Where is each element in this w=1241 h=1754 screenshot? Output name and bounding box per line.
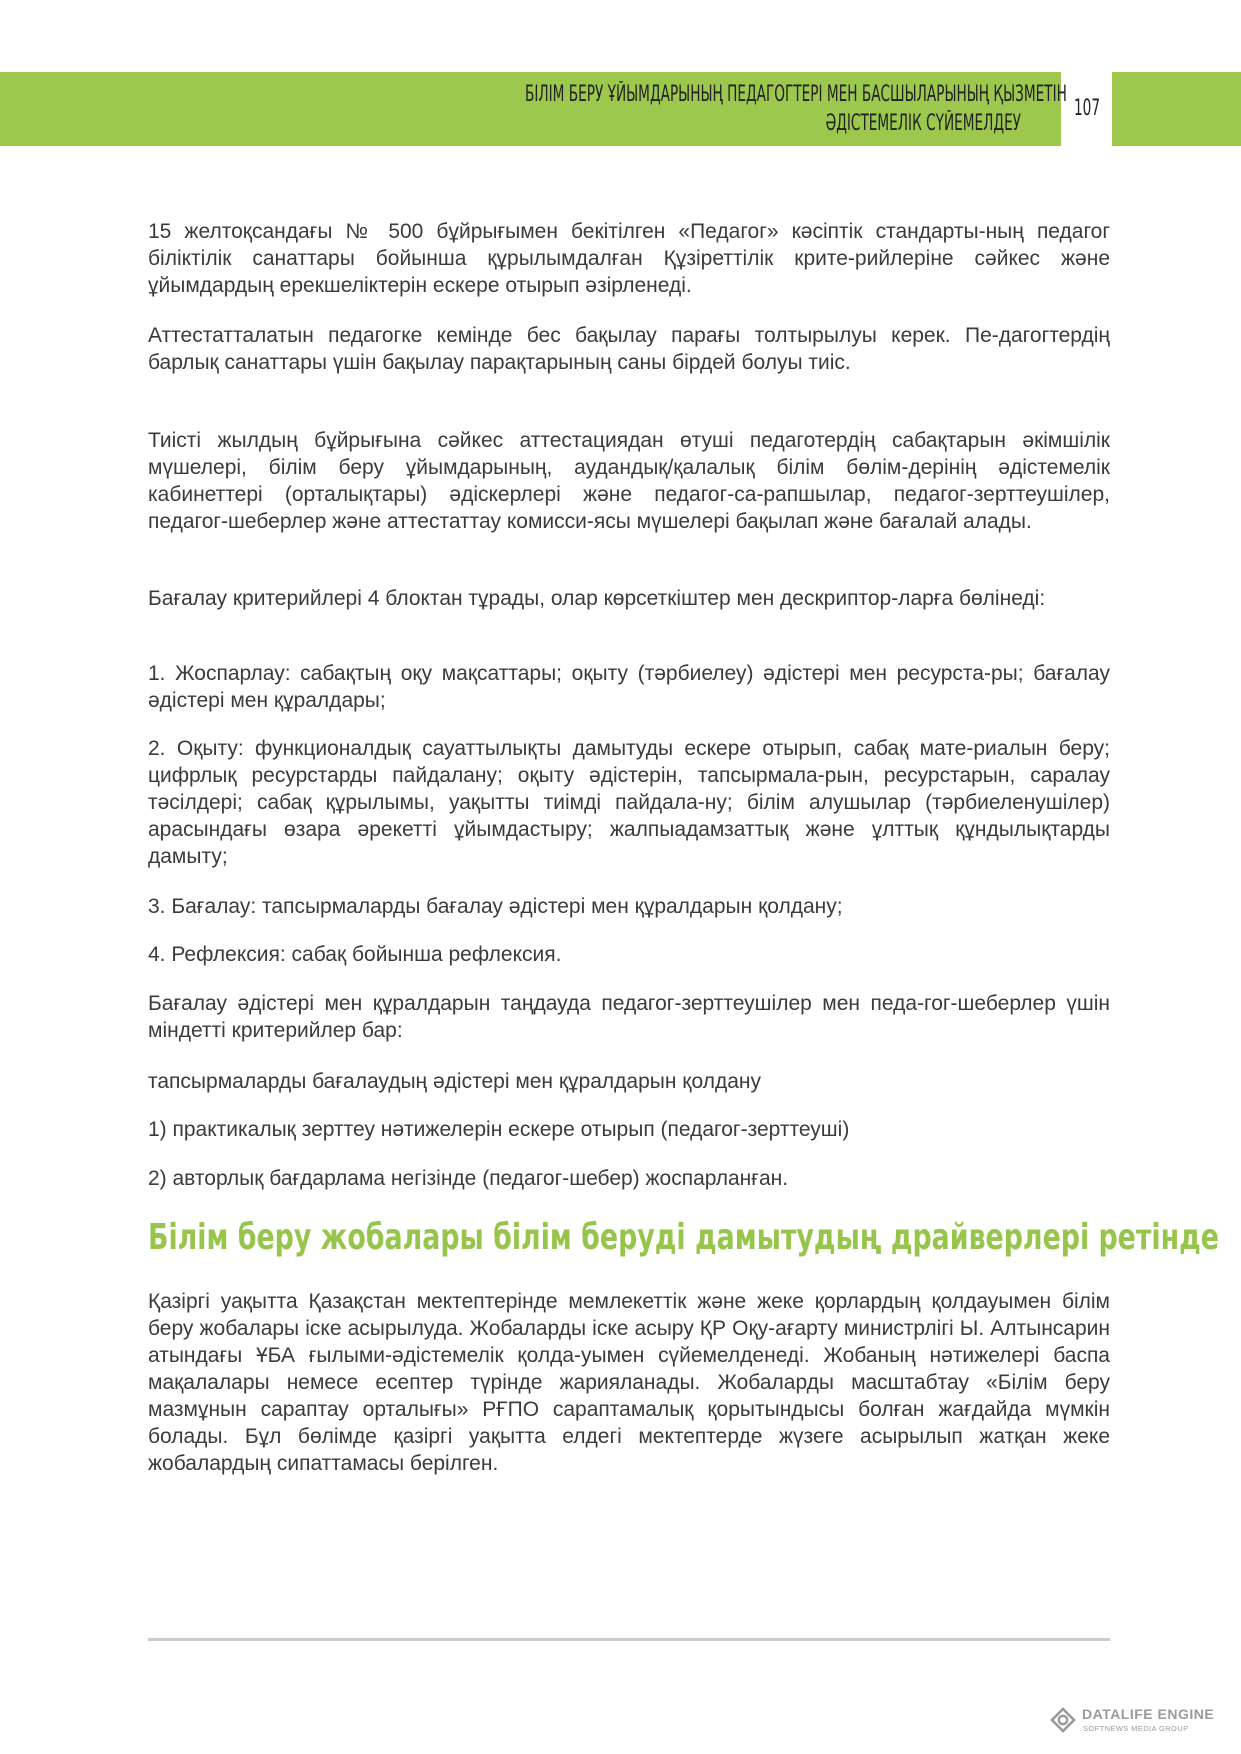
watermark <box>1050 1703 1240 1739</box>
watermark-subtitle: SOFTNEWS MEDIA GROUP <box>1083 1724 1189 1733</box>
datalife-logo-icon <box>1050 1707 1076 1733</box>
list-item-researcher: 1) практикалық зерттеу нәтижелерін ескере отырып (педагог-зерттеуші) <box>148 1118 850 1141</box>
section-paragraph: Қазіргі уақытта Қазақстан мектептерінде мемлекеттік және жеке қорлардың қолдауымен білім беру жобалары іске асырылуда. Жобаларды іске асыру ҚР Оқу-ағарту министрлігі Ы. Алтынсарин атындағы ҰБА ғылыми-әдістемелік қолда-уымен сүйемелденеді. Жобаның нәтижелері баспа мақалалары немесе есептер түрінде жарияланады. Жобаларды масштабтау «Білім беру мазмұнын сараптау орталығы» РҒПО сараптамалық қорытындысы болған жағдайда мүмкін болады. Бұл бөлімде қазіргі уақытта елдегі мектептерде жүзеге асырылып жатқан жеке жобалардың сипаттамасы берілген. <box>148 1290 1110 1475</box>
running-header-line-1: БІЛІМ БЕРУ ҰЙЫМДАРЫНЫҢ ПЕДАГОГТЕРІ МЕН БАСШЫЛАРЫНЫҢ ҚЫЗМЕТІН <box>525 82 1067 107</box>
paragraph-tools-usage: тапсырмаларды бағалаудың әдістері мен құралдарын қолдану <box>148 1070 761 1093</box>
paragraph-mandatory-criteria: Бағалау әдістері мен құралдарын таңдауда педагог-зерттеушілер мен педа-гог-шеберлер үшін міндетті критерийлер бар: <box>148 992 1110 1042</box>
paragraph-criteria-intro: Бағалау критерийлері 4 блоктан тұрады, олар көрсеткіштер мен дескриптор-ларға бөлінеді: <box>148 587 1046 610</box>
footer-divider <box>148 1638 1110 1641</box>
criteria-item-teaching: 2. Оқыту: функционалдық сауаттылықты дамытуды ескере отырып, сабақ мате-риалын беру; цифрлық ресурстарды пайдалану; оқыту әдістерін, тапсырмала-рын, ресурстарын, саралау тәсілдері; сабақ құрылымы, уақытты тиімді пайдала-ну; білім алушылар (тәрбиеленушілер) арасындағы өзара әрекетті ұйымдастыру; жалпыадамзаттық және ұлттық құндылықтарды дамыту; <box>148 737 1110 868</box>
criteria-item-assessment: 3. Бағалау: тапсырмаларды бағалау әдістері мен құралдарын қолдану; <box>148 895 843 918</box>
running-header <box>221 80 1067 138</box>
list-item-master: 2) авторлық бағдарлама негізінде (педагог-шебер) жоспарланған. <box>148 1167 789 1190</box>
paragraph-observation-sheets: Аттестатталатын педагогке кемінде бес бақылау парағы толтырылуы керек. Пе-дагогтердің барлық санаттары үшін бақылау парақтарының саны бірдей болуы тиіс. <box>148 324 1110 374</box>
criteria-item-planning: 1. Жоспарлау: сабақтың оқу мақсаттары; оқыту (тәрбиелеу) әдістері мен ресурста-ры; бағалау әдістері мен құралдары; <box>148 662 1110 712</box>
paragraph-observers: Тиісті жылдың бұйрығына сәйкес аттестациядан өтуші педаготердің сабақтарын әкімшілік мүшелері, білім беру ұйымдарының, аудандық/қалалық білім бөлім-дерінің әдістемелік кабинеттері (орталықтары) әдіскерлері және педагог-са-рапшылар, педагог-зерттеушілер, педагог-шеберлер және аттестаттау комисси-ясы мүшелері бақылап және бағалай алады. <box>148 429 1110 533</box>
running-header-line-2: ӘДІСТЕМЕЛІК СҮЙЕМЕЛДЕУ <box>825 111 1021 136</box>
paragraph-standard-reference: 15 желтоқсандағы № 500 бұйрығымен бекітілген «Педагог» кәсіптік стандарты-ның педагог біліктілік санаттары бойынша құрылымдалған Құзіреттілік крите-рийлеріне сәйкес және ұйымдардың ерекшеліктерін ескере отырып әзірленеді. <box>148 220 1110 297</box>
header-accent-block <box>1112 72 1241 146</box>
page-number: 107 <box>1073 96 1101 121</box>
criteria-item-reflection: 4. Рефлексия: сабақ бойынша рефлексия. <box>148 943 562 966</box>
section-heading: Білім беру жобалары білім беруді дамытудың драйверлері ретінде <box>148 1217 1219 1258</box>
watermark-title: DATALIFE ENGINE <box>1082 1706 1215 1722</box>
